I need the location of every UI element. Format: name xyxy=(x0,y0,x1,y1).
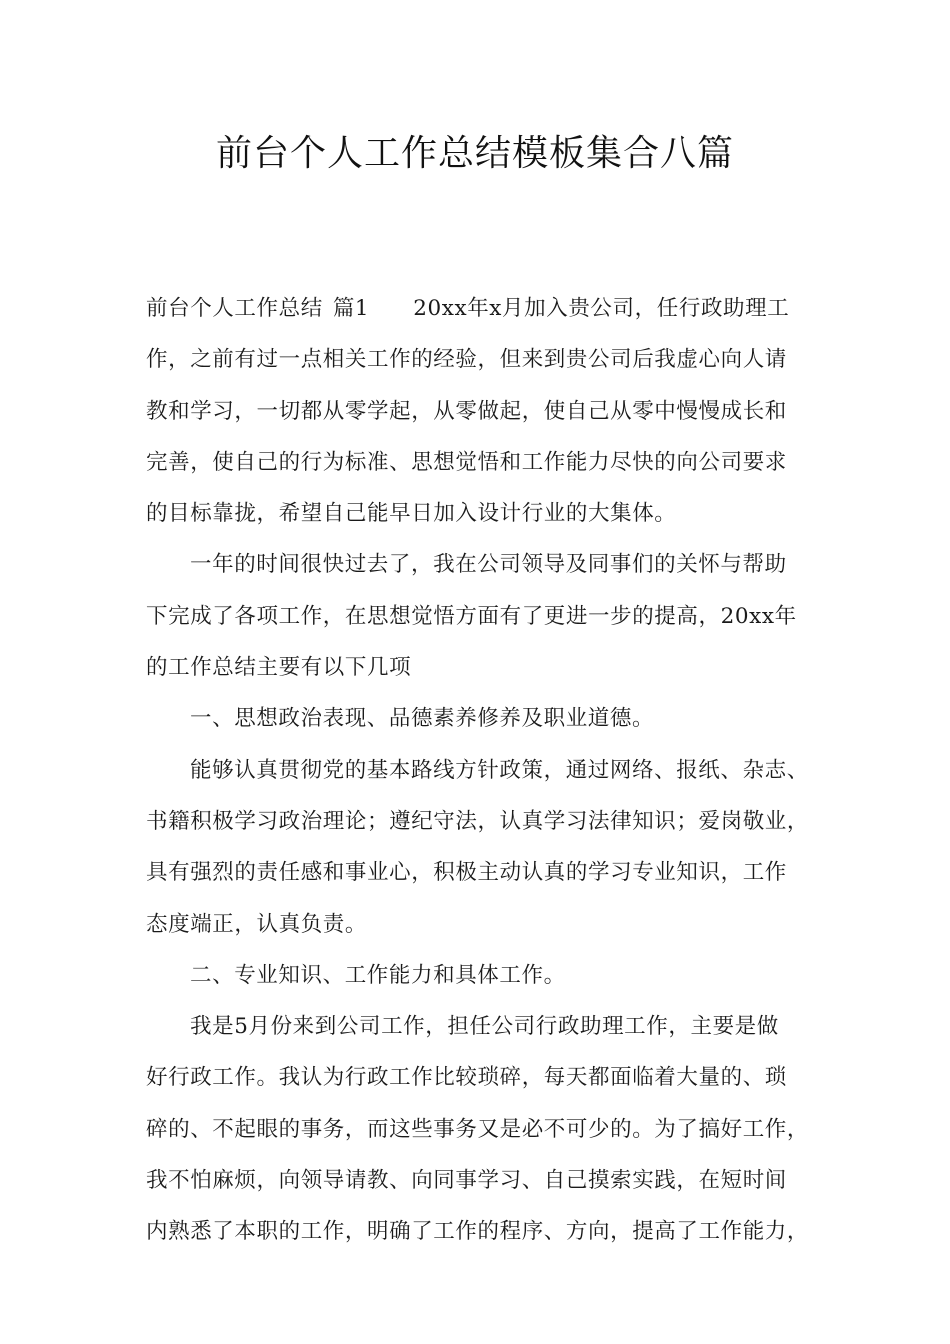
section-heading-line: 一、思想政治表现、品德素养修养及职业道德。 xyxy=(190,706,655,732)
paragraph-start-line: 能够认真贯彻党的基本路线方针政策，通过网络、报纸、杂志、 xyxy=(190,757,809,783)
text-line: 完善，使自己的行为标准、思想觉悟和工作能力尽快的向公司要求 xyxy=(146,449,787,475)
text-line: 我不怕麻烦，向领导请教、向同事学习、自己摸索实践，在短时间 xyxy=(146,1168,787,1194)
paragraph-start-line: 一年的时间很快过去了，我在公司领导及同事们的关怀与帮助 xyxy=(190,552,787,578)
text-line: 碎的、不起眼的事务，而这些事务又是必不可少的。为了搞好工作， xyxy=(146,1116,810,1142)
text-line: 书籍积极学习政治理论；遵纪守法，认真学习法律知识；爱岗敬业， xyxy=(146,808,810,834)
document-title: 前台个人工作总结模板集合八篇 xyxy=(215,133,734,174)
document-body xyxy=(146,283,826,1258)
paragraph-start-line: 我是5月份来到公司工作，担任公司行政助理工作，主要是做 xyxy=(190,1014,779,1040)
text-line: 具有强烈的责任感和事业心，积极主动认真的学习专业知识，工作 xyxy=(146,860,787,886)
first-line-text: 20xx年x月加入贵公司，任行政助理工 xyxy=(413,296,790,321)
text-line: 教和学习，一切都从零学起，从零做起，使自己从零中慢慢成长和 xyxy=(146,398,787,424)
text-line: 的目标靠拢，希望自己能早日加入设计行业的大集体。 xyxy=(146,501,677,527)
text-line: 好行政工作。我认为行政工作比较琐碎，每天都面临着大量的、琐 xyxy=(146,1065,787,1091)
text-line: 的工作总结主要有以下几项 xyxy=(146,655,412,681)
text-line: 态度端正，认真负责。 xyxy=(146,911,368,937)
text-line: 下完成了各项工作，在思想觉悟方面有了更进一步的提高，20xx年 xyxy=(146,603,797,629)
text-line: 内熟悉了本职的工作，明确了工作的程序、方向，提高了工作能力， xyxy=(146,1219,810,1245)
text-line: 作，之前有过一点相关工作的经验，但来到贵公司后我虚心向人请 xyxy=(146,347,787,373)
section-heading: 前台个人工作总结 xyxy=(146,296,323,321)
section-number: 篇1 xyxy=(332,296,370,321)
section-heading-line: 二、专业知识、工作能力和具体工作。 xyxy=(190,962,566,988)
first-line xyxy=(146,283,826,334)
